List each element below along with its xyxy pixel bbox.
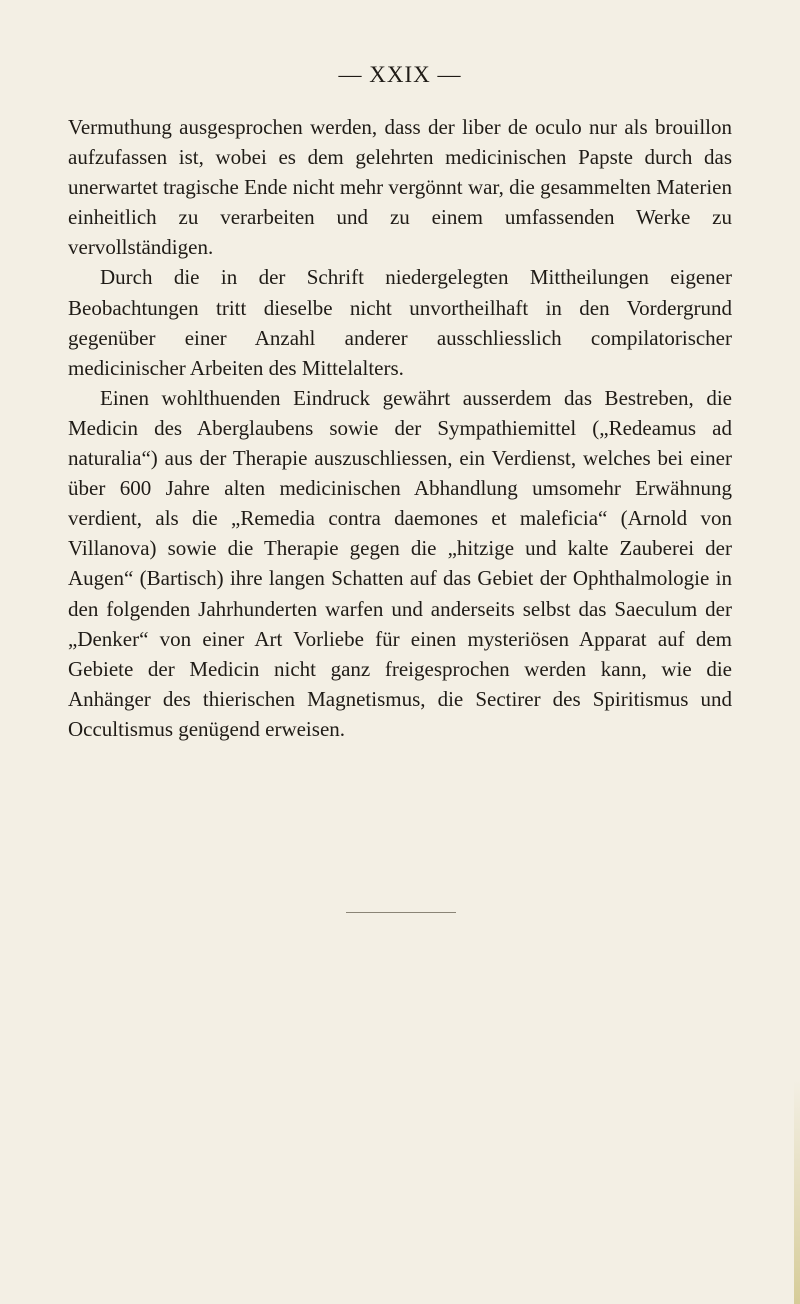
- section-divider: [346, 912, 456, 913]
- paragraph-2: Durch die in der Schrift niedergelegten Mittheilungen eigener Beobachtungen tritt dieselbe nicht unvortheilhaft in den Vordergrund gegenüber einer Anzahl anderer ausschliesslich compilatorischer medicinischer Arbeiten des Mittelalters.: [68, 265, 732, 380]
- paragraph-1: Vermuthung ausgesprochen werden, dass der liber de oculo nur als brouillon aufzufassen ist, wobei es dem gelehrten medicinischen Papste durch das unerwartet tragische Ende nicht mehr vergönnt war, die gesammelten Materien einheitlich zu verarbeiten und zu einem umfassenden Werke zu vervollständigen.: [68, 115, 732, 260]
- paragraph-3: Einen wohlthuenden Eindruck gewährt ausserdem das Bestreben, die Medicin des Aberglaubens sowie der Sympathiemittel („Redeamus ad naturalia“) aus der Therapie auszuschliessen, ein Verdienst, welches bei einer über 600 Jahre alten medicinischen Abhandlung umsomehr Erwähnung verdient, als die „Remedia contra daemones et maleficia“ (Arnold von Villanova) sowie die Therapie gegen die „hitzige und kalte Zauberei der Augen“ (Bartisch) ihre langen Schatten auf das Gebiet der Ophthalmologie in den folgenden Jahrhunderten warfen und anderseits selbst das Saeculum der „Denker“ von einer Art Vorliebe für einen mysteriösen Apparat auf dem Gebiete der Medicin nicht ganz freigesprochen werden kann, wie die Anhänger des thierischen Magnetismus, die Sectirer des Spiritismus und Occultismus genügend erweisen.: [68, 385, 732, 741]
- page-edge-stain: [794, 1080, 800, 1304]
- page-header: — XXIX —: [338, 62, 462, 87]
- body-text: [68, 112, 732, 744]
